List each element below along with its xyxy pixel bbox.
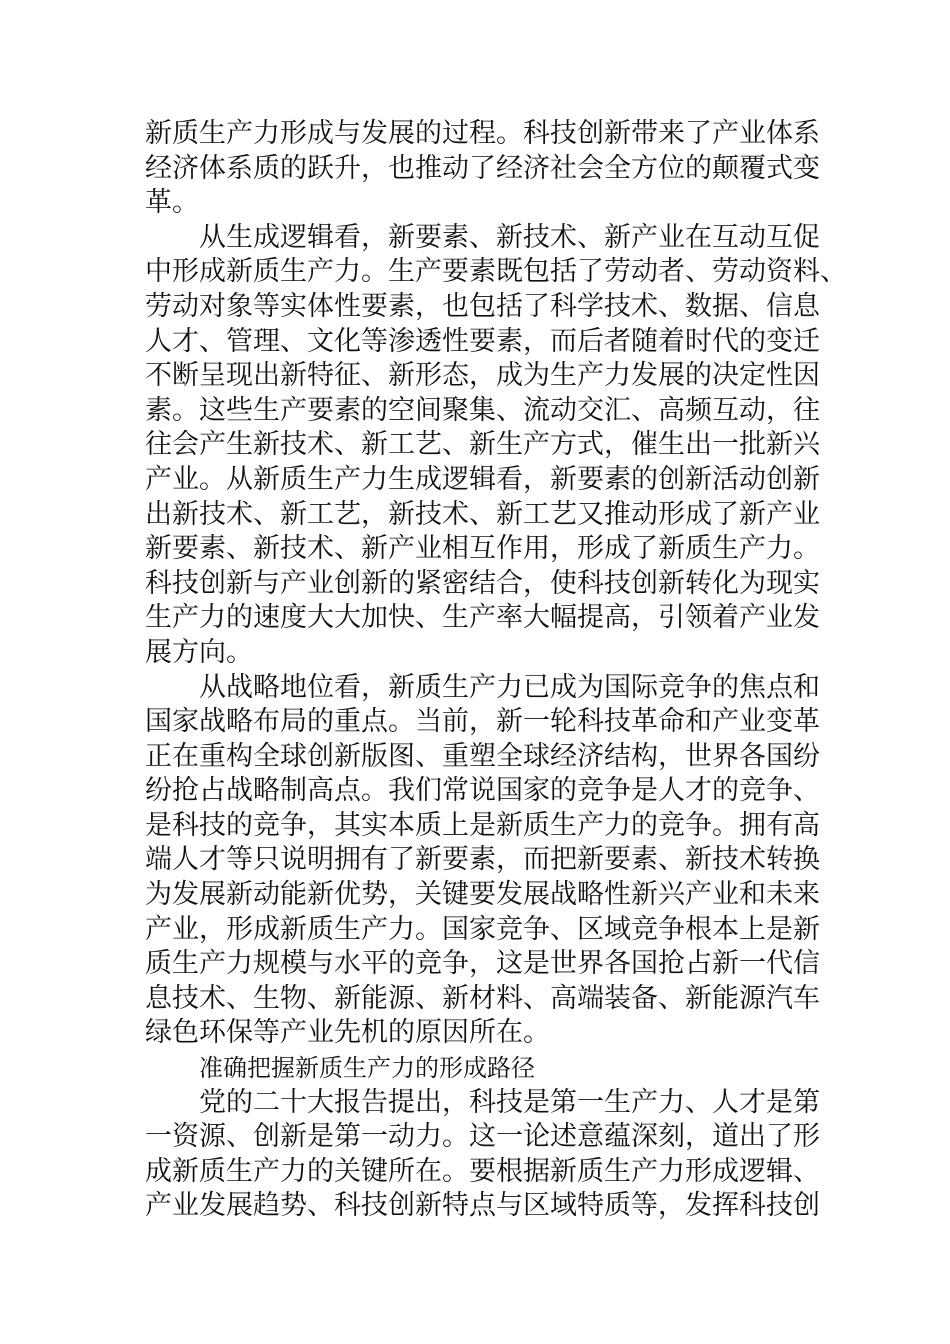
text-line: 成新质生产力的关键所在。要根据新质生产力形成逻辑、 [145, 1155, 820, 1187]
text-line: 从生成逻辑看，新要素、新技术、新产业在互动互促 [199, 221, 820, 253]
section-heading: 准确把握新质生产力的形成路径 [199, 1054, 535, 1083]
body-text [145, 117, 847, 1224]
text-line: 纷抢占战略制高点。我们常说国家的竞争是人才的竞争、 [145, 775, 820, 807]
text-line: 是科技的竞争，其实本质上是新质生产力的竞争。拥有高 [145, 809, 820, 841]
text-line: 展方向。 [145, 636, 253, 668]
text-line: 息技术、生物、新能源、新材料、高端装备、新能源汽车 [145, 982, 820, 1014]
text-line: 国家战略布局的重点。当前，新一轮科技革命和产业变革 [145, 706, 820, 738]
text-line: 劳动对象等实体性要素，也包括了科学技术、数据、信息 [145, 290, 820, 322]
text-line: 经济体系质的跃升，也推动了经济社会全方位的颠覆式变 [145, 152, 820, 184]
text-line: 从战略地位看，新质生产力已成为国际竞争的焦点和 [199, 671, 820, 703]
text-line: 往会产生新技术、新工艺、新生产方式，催生出一批新兴 [145, 429, 820, 461]
text-line: 新质生产力形成与发展的过程。科技创新带来了产业体系 [145, 118, 820, 149]
text-line: 产业，形成新质生产力。国家竞争、区域竞争根本上是新 [145, 913, 820, 945]
text-line: 产业。从新质生产力生成逻辑看，新要素的创新活动创新 [145, 463, 820, 495]
text-line: 绿色环保等产业先机的原因所在。 [145, 1017, 550, 1049]
text-line: 出新技术、新工艺，新技术、新工艺又推动形成了新产业 [145, 498, 820, 530]
text-line: 人才、管理、文化等渗透性要素，而后者随着时代的变迁 [145, 325, 820, 357]
text-line: 质生产力规模与水平的竞争，这是世界各国抢占新一代信 [145, 948, 820, 980]
text-line: 科技创新与产业创新的紧密结合，使科技创新转化为现实 [145, 567, 820, 599]
text-line: 新要素、新技术、新产业相互作用，形成了新质生产力。 [145, 533, 820, 565]
text-line: 革。 [145, 187, 199, 219]
text-line: 不断呈现出新特征、新形态，成为生产力发展的决定性因 [145, 360, 820, 392]
text-line: 一资源、创新是第一动力。这一论述意蕴深刻，道出了形 [145, 1121, 820, 1153]
text-line: 正在重构全球创新版图、重塑全球经济结构，世界各国纷 [145, 740, 820, 772]
text-line: 为发展新动能新优势，关键要发展战略性新兴产业和未来 [145, 879, 820, 911]
text-line: 端人才等只说明拥有了新要素，而把新要素、新技术转换 [145, 844, 820, 876]
text-line: 中形成新质生产力。生产要素既包括了劳动者、劳动资料、 [145, 256, 847, 288]
text-line: 生产力的速度大大加快、生产率大幅提高，引领着产业发 [145, 602, 820, 634]
text-line: 素。这些生产要素的空间聚集、流动交汇、高频互动，往 [145, 394, 820, 426]
text-line: 产业发展趋势、科技创新特点与区域特质等，发挥科技创 [145, 1190, 820, 1222]
text-line: 党的二十大报告提出，科技是第一生产力、人才是第 [199, 1086, 820, 1118]
